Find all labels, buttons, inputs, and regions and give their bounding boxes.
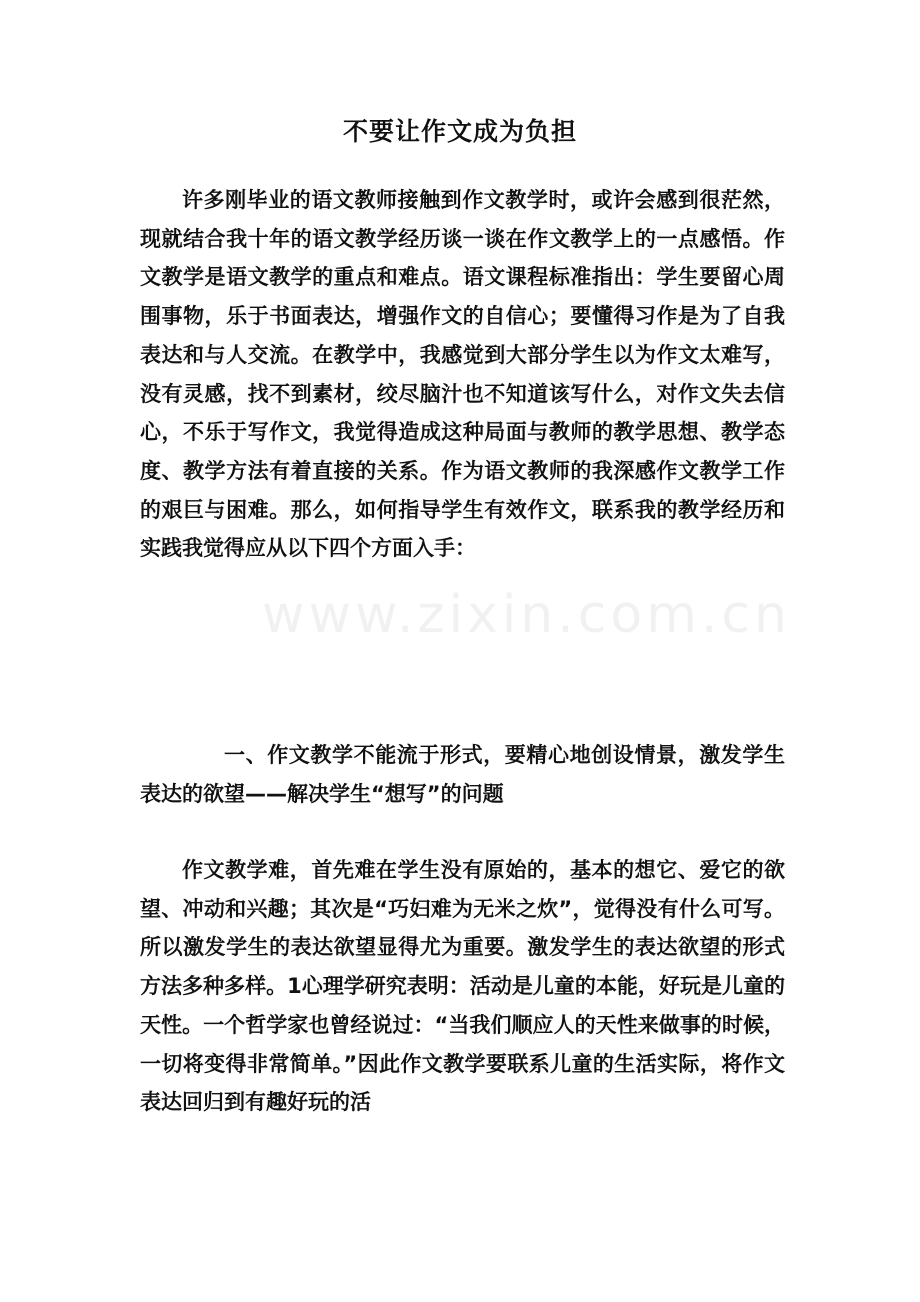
document-title: 不要让作文成为负担 xyxy=(342,117,577,146)
section-heading-1: 一、作文教学不能流于形式，要精心地创设情景，激发学生表达的欲望——解决学生“想写”的问题 xyxy=(140,743,785,806)
watermark-text: www.zixin.com.cn xyxy=(262,585,791,645)
paragraph-section-1: 作文教学难，首先难在学生没有原始的，基本的想它、爱它的欲望、冲动和兴趣；其次是“巧妇难为无米之炊”，觉得没有什么可写。所以激发学生的表达欲望显得尤为重要。激发学生的表达欲望的形式方法多种多样。1心理学研究表明：活动是儿童的本能，好玩是儿童的天性。一个哲学家也曾经说过：“当我们顺应人的天性来做事的时候，一切将变得非常简单。”因此作文教学要联系儿童的生活实际，将作文表达回归到有趣好玩的活 xyxy=(140,858,785,1115)
paragraph-intro: 许多刚毕业的语文教师接触到作文教学时，或许会感到很茫然，现就结合我十年的语文教学经历谈一谈在作文教学上的一点感悟。作文教学是语文教学的重点和难点。语文课程标准指出：学生要留心周围事物，乐于书面表达，增强作文的自信心；要懂得习作是为了自我表达和与人交流。在教学中，我感觉到大部分学生以为作文太难写，没有灵感，找不到素材，绞尽脑汁也不知道该写什么，对作文失去信心，不乐于写作文，我觉得造成这种局面与教师的教学思想、教学态度、教学方法有着直接的关系。作为语文教师的我深感作文教学工作的艰巨与困难。那么，如何指导学生有效作文，联系我的教学经历和实践我觉得应从以下四个方面入手： xyxy=(140,188,785,561)
